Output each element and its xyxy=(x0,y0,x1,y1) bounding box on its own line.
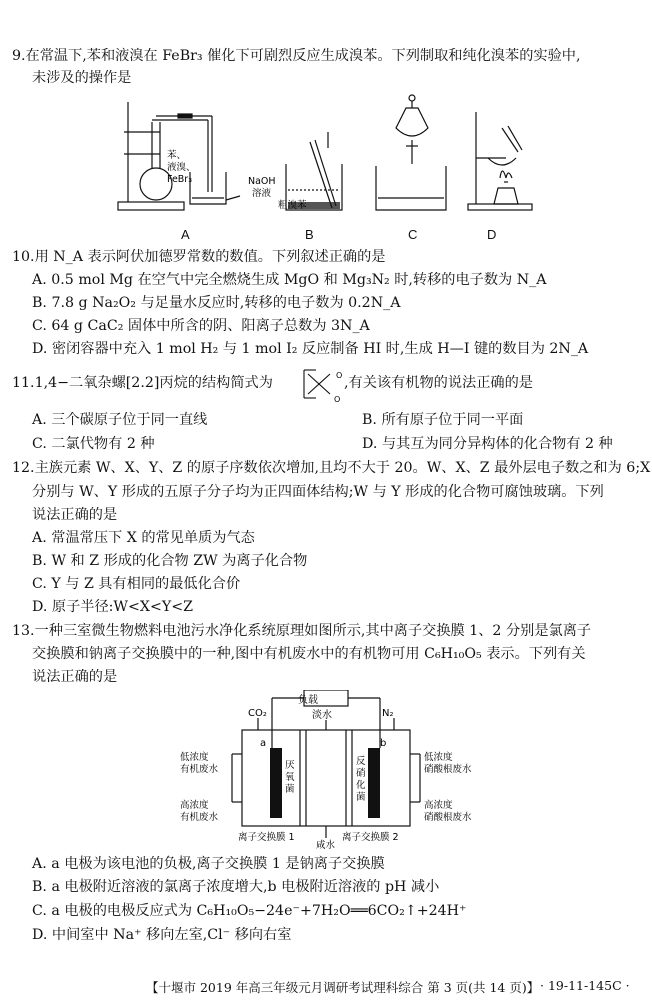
q13-option-c: C. a 电极的电极反应式为 C₆H₁₀O₅−24e⁻+7H₂O══6CO₂↑+24H⁺ xyxy=(32,903,467,919)
q12-stem-line1: 12.主族元素 W、X、Y、Z 的原子序数依次增加,且均不大于 20。W、X、Z 最外层电子数之和为 6;X xyxy=(12,460,651,476)
q12-option-c: C. Y 与 Z 具有相同的最低化合价 xyxy=(32,576,241,592)
q11-oxygen-label-bottom: O xyxy=(334,395,341,404)
q9-caption-a: A xyxy=(181,227,190,242)
q9-caption-b: B xyxy=(305,227,314,242)
left-top-label1: 低浓度 xyxy=(180,752,209,763)
q12-stem-line2: 分别与 W、Y 形成的五原子分子均为正四面体结构;W 与 Y 形成的化合物可腐蚀玻璃。下列 xyxy=(32,484,604,500)
apparatus-a-label2: 液溴、 xyxy=(167,162,196,173)
q11-option-b: B. 所有原子位于同一平面 xyxy=(362,412,524,428)
load-label: 负载 xyxy=(298,695,318,706)
left-top-label2: 有机废水 xyxy=(180,764,219,775)
left-bottom-label2: 有机废水 xyxy=(180,812,219,823)
q11-option-d: D. 与其互为同分异构体的化合物有 2 种 xyxy=(362,436,613,452)
apparatus-a-label3: FeBr₃ xyxy=(167,174,193,185)
q10-option-a: A. 0.5 mol Mg 在空气中完全燃烧生成 MgO 和 Mg₃N₂ 时,转移的电子数为 N_A xyxy=(32,272,547,288)
salt-water-label: 咸水 xyxy=(316,840,336,850)
apparatus-a-label1: 苯、 xyxy=(167,150,187,161)
q9-caption-d: D xyxy=(487,227,497,242)
q10-option-c: C. 64 g CaC₂ 固体中所含的阴、阳离子总数为 3N_A xyxy=(32,318,370,334)
electrode-b xyxy=(368,748,380,818)
q10-stem: 10.用 N_A 表示阿伏加德罗常数的数值。下列叙述正确的是 xyxy=(12,249,386,265)
apparatus-d xyxy=(468,112,532,210)
apparatus-b xyxy=(286,132,342,210)
denitrify-char1: 反 xyxy=(356,756,366,767)
q13-option-a: A. a 电极为该电池的负极,离子交换膜 1 是钠离子交换膜 xyxy=(32,856,385,872)
anaerobic-char3: 菌 xyxy=(285,784,295,795)
q11-option-c: C. 二氯代物有 2 种 xyxy=(32,436,155,452)
footer-main: 【十堰市 2019 年高三年级元月调研考试理科综合 第 3 页(共 14 页)】 xyxy=(146,980,540,995)
n2-label: N₂ xyxy=(382,708,394,719)
apparatus-b-label1: NaOH xyxy=(248,176,276,187)
membrane2-label: 离子交换膜 2 xyxy=(342,832,399,843)
q9-stem-line1: 9.在常温下,苯和液溴在 FeBr₃ 催化下可剧烈反应生成溴苯。下列制取和纯化溴苯的实验中, xyxy=(12,48,581,64)
q10-option-d: D. 密闭容器中充入 1 mol H₂ 与 1 mol I₂ 反应制备 HI 时,生成 H—I 键的数目为 2N_A xyxy=(32,341,589,357)
electrode-a xyxy=(270,748,282,818)
q12-option-b: B. W 和 Z 形成的化合物 ZW 为离子化合物 xyxy=(32,553,308,569)
electrode-b-label: b xyxy=(380,738,387,749)
membrane1-label: 离子交换膜 1 xyxy=(238,832,295,843)
q11-stem-post: ,有关该有机物的说法正确的是 xyxy=(344,375,533,391)
apparatus-c xyxy=(376,95,446,210)
electrode-a-label: a xyxy=(260,738,267,749)
footer-code: · 19-11-145C · xyxy=(540,978,630,993)
q13-fuel-cell-diagram xyxy=(176,690,476,850)
q13-stem-line3: 说法正确的是 xyxy=(32,669,118,685)
q11-oxygen-label-top: O xyxy=(336,371,343,380)
q13-option-b: B. a 电极附近溶液的氯离子浓度增大,b 电极附近溶液的 pH 减小 xyxy=(32,879,440,895)
right-bottom-label2: 硝酸根废水 xyxy=(424,812,472,823)
right-top-label2: 硝酸根废水 xyxy=(424,764,472,775)
q11-structure-figure xyxy=(300,366,346,404)
right-bottom-label1: 高浓度 xyxy=(424,800,453,811)
q12-option-d: D. 原子半径:W<X<Y<Z xyxy=(32,599,193,615)
q13-stem-line2: 交换膜和钠离子交换膜中的一种,图中有机废水中的有机物可用 C₆H₁₀O₅ 表示。下列有关 xyxy=(32,646,586,662)
co2-label: CO₂ xyxy=(248,708,267,719)
denitrify-char3: 化 xyxy=(356,780,366,791)
q13-option-d: D. 中间室中 Na⁺ 移向左室,Cl⁻ 移向右室 xyxy=(32,927,292,943)
q10-option-b: B. 7.8 g Na₂O₂ 与足量水反应时,转移的电子数为 0.2N_A xyxy=(32,295,401,311)
q12-stem-line3: 说法正确的是 xyxy=(32,507,118,523)
right-top-label1: 低浓度 xyxy=(424,752,453,763)
q12-option-a: A. 常温常压下 X 的常见单质为气态 xyxy=(32,530,255,546)
apparatus-b-label2: 溶液 xyxy=(252,188,272,199)
denitrify-char4: 菌 xyxy=(356,792,366,803)
fresh-water-label: 淡水 xyxy=(312,710,332,721)
q9-caption-c: C xyxy=(408,227,418,242)
apparatus-b-label3: 粗溴苯 xyxy=(278,200,307,211)
q13-stem-line1: 13.一种三室微生物燃料电池污水净化系统原理如图所示,其中离子交换膜 1、2 分别是氯离子 xyxy=(12,623,592,639)
q9-stem-line2: 未涉及的操作是 xyxy=(32,70,132,86)
q11-option-a: A. 三个碳原子位于同一直线 xyxy=(32,412,208,428)
left-bottom-label1: 高浓度 xyxy=(180,800,209,811)
q9-apparatus-figure xyxy=(110,92,550,222)
anaerobic-char2: 氧 xyxy=(285,772,295,783)
anaerobic-char1: 厌 xyxy=(285,760,295,771)
q11-stem-pre: 11.1,4−二氧杂螺[2.2]丙烷的结构简式为 xyxy=(12,375,273,391)
denitrify-char2: 硝 xyxy=(356,768,366,779)
